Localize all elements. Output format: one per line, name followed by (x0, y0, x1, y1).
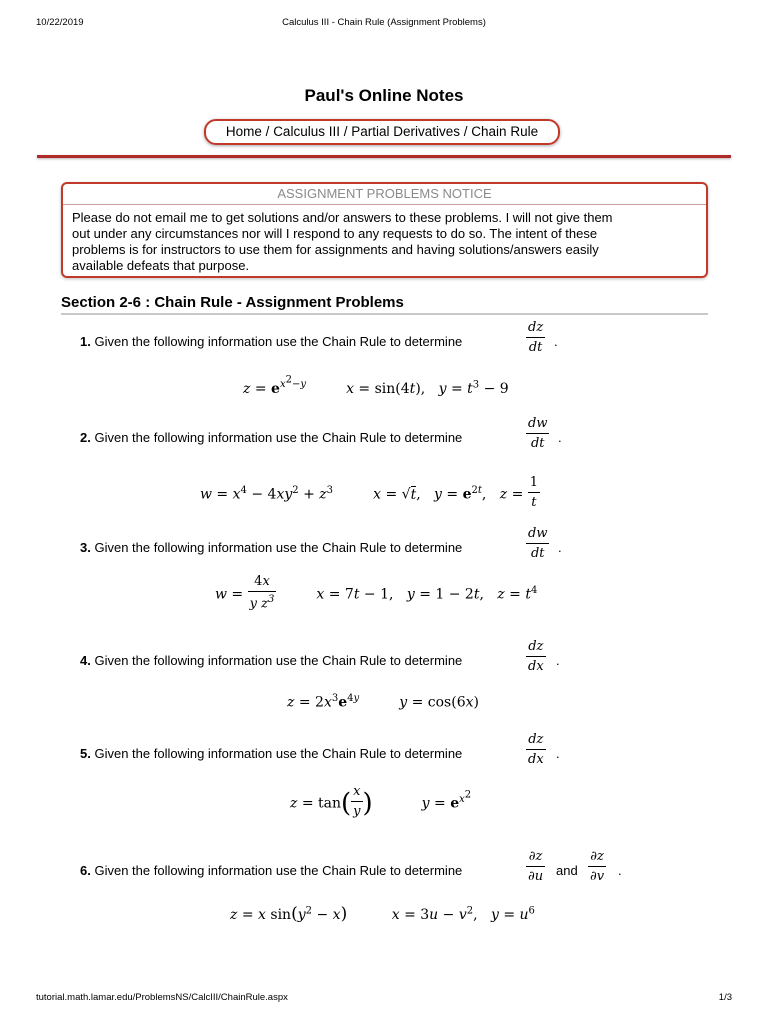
derivative-numerator: dz (528, 639, 544, 654)
problem-number: 5. (80, 746, 91, 761)
derivative-denominator: ∂u (528, 869, 544, 884)
breadcrumb-separator: / (339, 124, 352, 139)
problem-5-equation: z = tan( $\frac{x}{y}$ ) $y = e^{x^2}$ (290, 784, 472, 819)
page-url: tutorial.math.lamar.edu/ProblemsNS/CalcIII/ChainRule.aspx (36, 992, 288, 1003)
problem-text: Given the following information use the Chain Rule to determine (94, 746, 463, 761)
notice-title: ASSIGNMENT PROBLEMS NOTICE (63, 184, 706, 205)
derivative-fraction (526, 527, 549, 560)
section-divider (61, 313, 708, 315)
problem-text: Given the following information use the Chain Rule to determine (94, 334, 463, 349)
problem-2-equation: $w = x^4 - 4xy^2 + z^3$ x = √t, $y = e^{2t}$, z = $\frac{1}{t}$ (200, 475, 539, 510)
problem-text: Given the following information use the Chain Rule to determine (94, 540, 463, 555)
connector-text: and (556, 863, 578, 878)
fraction-bar (526, 433, 549, 434)
print-header (36, 17, 732, 31)
problem-6 (80, 849, 622, 884)
problem-6-equation: z = x $\sin(y^2 - x)$ $x = 3u - v^2$, $y = u^6$ (230, 904, 535, 924)
derivative-numerator: dz (528, 732, 544, 747)
problem-1 (80, 320, 558, 355)
problem-text: Given the following information use the Chain Rule to determine (94, 863, 463, 878)
breadcrumb-chain-rule[interactable]: Chain Rule (471, 124, 539, 139)
derivative-denominator: dt (530, 546, 545, 561)
print-page-title: Calculus III - Chain Rule (Assignment Problems) (282, 17, 486, 28)
notice-line: Please do not email me to get solutions and/or answers to these problems. I will not give them (72, 210, 613, 225)
breadcrumb-home[interactable]: Home (225, 124, 262, 139)
derivative-numerator: ∂z (528, 849, 543, 864)
problem-number: 6. (80, 863, 91, 878)
notice-line: problems is for instructors to use them for assignments and having solutions/answers easily (72, 242, 599, 257)
assignment-notice-box (61, 182, 708, 278)
fraction-bar (526, 866, 545, 867)
fraction-bar (526, 543, 549, 544)
derivative-numerator: ∂z (590, 849, 604, 864)
problem-number: 1. (80, 334, 91, 349)
breadcrumb-calculus-iii[interactable]: Calculus III (273, 124, 340, 139)
problem-5 (80, 732, 560, 767)
problem-suffix: . (556, 746, 560, 761)
derivative-denominator: dt (528, 340, 543, 355)
fraction-bar (526, 337, 545, 338)
derivative-numerator: dw (528, 526, 548, 541)
derivative-fraction (526, 417, 549, 450)
derivative-denominator: ∂v (590, 869, 605, 884)
header-divider (37, 155, 731, 158)
problem-4-equation: $z = 2x^3e^{4y}$ y = cos(6x) (287, 693, 479, 711)
problem-2 (80, 416, 562, 451)
site-title[interactable]: Paul's Online Notes (304, 86, 464, 105)
derivative-denominator: dt (530, 436, 545, 451)
problem-text: Given the following information use the Chain Rule to determine (94, 430, 463, 445)
derivative-fraction (526, 640, 546, 673)
problem-suffix: . (558, 540, 562, 555)
derivative-fraction (526, 321, 545, 354)
problem-suffix: . (554, 334, 558, 349)
derivative-numerator: dz (528, 320, 544, 335)
page-number: 1/3 (718, 992, 732, 1003)
problem-suffix: . (556, 653, 560, 668)
problem-number: 4. (80, 653, 91, 668)
problem-number: 2. (80, 430, 91, 445)
section-heading: Section 2-6 : Chain Rule - Assignment Problems (61, 294, 404, 311)
notice-body (63, 205, 706, 274)
partial-derivative-fraction (526, 850, 545, 883)
breadcrumb-separator: / (460, 124, 472, 139)
notice-line: out under any circumstances nor will I respond to any requests to do so. The intent of these (72, 226, 598, 241)
problem-1-equation: $z = e^{x^2-y}$ x = sin(4t), $y = t^3 - 9$ (243, 375, 509, 397)
derivative-denominator: dx (528, 752, 544, 767)
fraction-bar (588, 866, 606, 867)
derivative-numerator: dw (528, 416, 548, 431)
print-date: 10/22/2019 (36, 17, 84, 28)
problem-3-equation: w = $\frac{4x}{y z^3}$ x = 7t − 1, y = 1 − 2t, $z = t^4$ (215, 574, 538, 612)
problem-suffix: . (558, 430, 562, 445)
derivative-fraction (526, 733, 546, 766)
problem-suffix: . (618, 863, 622, 878)
problem-3 (80, 526, 562, 561)
breadcrumb-partial-derivatives[interactable]: Partial Derivatives (351, 124, 461, 139)
print-footer (36, 992, 732, 1006)
fraction-bar (526, 656, 546, 657)
problem-number: 3. (80, 540, 91, 555)
breadcrumb-separator: / (261, 124, 274, 139)
notice-line: available defeats that purpose. (72, 258, 250, 273)
partial-derivative-fraction (588, 850, 606, 883)
breadcrumb (204, 119, 560, 145)
problem-text: Given the following information use the Chain Rule to determine (94, 653, 463, 668)
derivative-denominator: dx (528, 659, 544, 674)
fraction-bar (526, 749, 546, 750)
problem-4 (80, 639, 560, 674)
